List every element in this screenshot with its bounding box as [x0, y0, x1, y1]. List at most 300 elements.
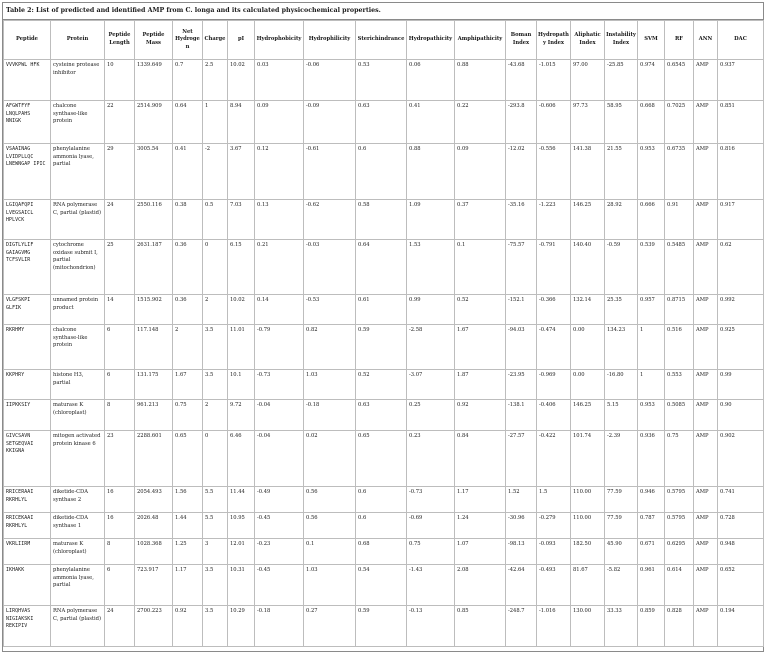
table-cell: 0.946: [638, 487, 665, 513]
table-cell: AMP: [694, 200, 718, 240]
table-cell: 2.08: [455, 565, 506, 606]
table-cell: 81.67: [571, 565, 605, 606]
table-cell: -2: [203, 144, 228, 200]
table-cell: 130.00: [571, 606, 605, 647]
table-cell: 3.5: [203, 325, 228, 370]
table-cell: -0.13: [407, 606, 455, 647]
table-cell: 0.65: [356, 431, 407, 487]
table-cell: 22: [105, 101, 135, 144]
table-cell: 0.666: [638, 200, 665, 240]
table-cell: 0.8715: [665, 295, 694, 325]
table-cell: 14: [105, 295, 135, 325]
table-cell: 0.92: [455, 400, 506, 431]
table-cell: 0.27: [304, 606, 356, 647]
table-cell: 12.01: [228, 539, 255, 565]
column-header: Peptide Length: [105, 21, 135, 60]
table-cell: 0.63: [356, 400, 407, 431]
table-cell: 2514.909: [135, 101, 173, 144]
table-cell: 23: [105, 431, 135, 487]
table-cell: 0.85: [455, 606, 506, 647]
table-cell: 29: [105, 144, 135, 200]
table-cell: diketide-CDA synthase 2: [51, 487, 105, 513]
table-cell: 2: [203, 295, 228, 325]
table-cell: 33.33: [605, 606, 638, 647]
table-cell: 0.937: [718, 60, 764, 101]
table-cell: 0.7025: [665, 101, 694, 144]
table-cell: 3.5: [203, 606, 228, 647]
table-cell: 141.38: [571, 144, 605, 200]
table-cell: 0.64: [356, 240, 407, 295]
table-cell: 0.5085: [665, 400, 694, 431]
table-cell: 0.23: [407, 431, 455, 487]
table-cell: -0.73: [255, 370, 304, 400]
table-cell: 0.992: [718, 295, 764, 325]
table-cell: 0.22: [455, 101, 506, 144]
peptide-cell: RKRHMY: [4, 325, 51, 370]
table-cell: -0.04: [255, 431, 304, 487]
table-cell: maturase K (chloroplast): [51, 539, 105, 565]
column-header: Protein: [51, 21, 105, 60]
peptide-cell: RRICERAAI RKRHLYL: [4, 487, 51, 513]
table-cell: 2.5: [203, 60, 228, 101]
table-cell: 3005.54: [135, 144, 173, 200]
table-cell: 146.25: [571, 400, 605, 431]
peptide-cell: LGIQAFQPI LVEGSAICL HPLVCK: [4, 200, 51, 240]
table-cell: 0: [203, 431, 228, 487]
table-cell: 0.88: [455, 60, 506, 101]
table-cell: -16.80: [605, 370, 638, 400]
table-cell: -0.61: [304, 144, 356, 200]
table-cell: 0.5: [203, 200, 228, 240]
table-cell: 0.5795: [665, 513, 694, 539]
table-cell: 1.07: [455, 539, 506, 565]
table-cell: 0.6: [356, 513, 407, 539]
table-cell: 3.67: [228, 144, 255, 200]
table-cell: 0.936: [638, 431, 665, 487]
table-cell: 0.516: [665, 325, 694, 370]
table-cell: 0.828: [665, 606, 694, 647]
table-cell: 1.87: [455, 370, 506, 400]
table-row: [4, 565, 764, 606]
column-header: Peptide: [4, 21, 51, 60]
table-cell: 1.5: [537, 487, 571, 513]
table-cell: -1.016: [537, 606, 571, 647]
table-cell: 8: [105, 400, 135, 431]
table-cell: AMP: [694, 431, 718, 487]
table-cell: -0.791: [537, 240, 571, 295]
table-cell: -25.85: [605, 60, 638, 101]
table-container: [2, 2, 764, 652]
table-cell: -0.03: [304, 240, 356, 295]
table-cell: 117.148: [135, 325, 173, 370]
table-cell: 2: [173, 325, 203, 370]
table-cell: 1: [203, 101, 228, 144]
table-cell: -1.223: [537, 200, 571, 240]
table-cell: 0.84: [455, 431, 506, 487]
table-cell: 25: [105, 240, 135, 295]
table-cell: 11.44: [228, 487, 255, 513]
table-row: [4, 513, 764, 539]
table-header-row: [4, 21, 764, 60]
table-cell: 0: [203, 240, 228, 295]
table-cell: 6.46: [228, 431, 255, 487]
column-header: ANN: [694, 21, 718, 60]
table-cell: 0.65: [173, 431, 203, 487]
table-cell: 0.99: [718, 370, 764, 400]
table-cell: 0.75: [407, 539, 455, 565]
table-cell: -0.474: [537, 325, 571, 370]
table-cell: 2288.601: [135, 431, 173, 487]
table-cell: -0.59: [605, 240, 638, 295]
table-row: [4, 370, 764, 400]
table-cell: histone H3, partial: [51, 370, 105, 400]
table-cell: AMP: [694, 60, 718, 101]
table-cell: -0.04: [255, 400, 304, 431]
table-cell: -0.406: [537, 400, 571, 431]
table-cell: -0.366: [537, 295, 571, 325]
column-header: RF: [665, 21, 694, 60]
table-cell: 182.50: [571, 539, 605, 565]
peptide-cell: DIGTLYLIF GAIAGVMG TCFSVLIR: [4, 240, 51, 295]
table-cell: 0.6735: [665, 144, 694, 200]
table-cell: cytochrome oxidase submit I, partial (mitochondrion): [51, 240, 105, 295]
table-cell: RNA polymerase C, partial (plastid): [51, 200, 105, 240]
table-cell: 0.953: [638, 400, 665, 431]
table-cell: 97.00: [571, 60, 605, 101]
table-cell: -94.03: [506, 325, 537, 370]
table-cell: 24: [105, 200, 135, 240]
table-cell: AMP: [694, 295, 718, 325]
table-cell: 0.82: [304, 325, 356, 370]
table-cell: 6: [105, 565, 135, 606]
table-cell: 0.539: [638, 240, 665, 295]
column-header: Hydropathicity: [407, 21, 455, 60]
peptide-cell: VSAAINAG LVIDPLLQC LNEWNGAP IPIC: [4, 144, 51, 200]
table-cell: 1.24: [455, 513, 506, 539]
table-cell: 2550.116: [135, 200, 173, 240]
table-cell: 0.6545: [665, 60, 694, 101]
column-header: Hydrophilicity: [304, 21, 356, 60]
table-cell: -0.422: [537, 431, 571, 487]
table-cell: 0.925: [718, 325, 764, 370]
table-cell: -98.13: [506, 539, 537, 565]
table-cell: 10.31: [228, 565, 255, 606]
table-cell: 0.06: [407, 60, 455, 101]
table-cell: AMP: [694, 325, 718, 370]
column-header: Aliphatic Index: [571, 21, 605, 60]
table-cell: 11.01: [228, 325, 255, 370]
table-cell: -0.606: [537, 101, 571, 144]
table-cell: 0.859: [638, 606, 665, 647]
table-cell: 0.36: [173, 295, 203, 325]
table-cell: AMP: [694, 144, 718, 200]
table-cell: AMP: [694, 539, 718, 565]
table-cell: 1.53: [407, 240, 455, 295]
amp-table: [3, 20, 764, 647]
table-row: [4, 400, 764, 431]
table-cell: 0.63: [356, 101, 407, 144]
table-cell: -43.68: [506, 60, 537, 101]
table-cell: 0.851: [718, 101, 764, 144]
table-cell: 0.75: [173, 400, 203, 431]
table-row: [4, 60, 764, 101]
table-cell: 0.75: [665, 431, 694, 487]
table-cell: 0.194: [718, 606, 764, 647]
table-cell: AMP: [694, 370, 718, 400]
table-cell: 1.09: [407, 200, 455, 240]
table-cell: 1.44: [173, 513, 203, 539]
table-cell: AMP: [694, 606, 718, 647]
table-cell: 28.92: [605, 200, 638, 240]
peptide-cell: GIVCSAVN SETGEQVAI KKIGNA: [4, 431, 51, 487]
table-cell: 0.54: [356, 565, 407, 606]
table-cell: 10.02: [228, 60, 255, 101]
table-cell: -0.53: [304, 295, 356, 325]
table-cell: 1.52: [506, 487, 537, 513]
table-cell: 0.36: [173, 240, 203, 295]
table-cell: 0.62: [718, 240, 764, 295]
table-cell: -1.43: [407, 565, 455, 606]
table-cell: 0.25: [407, 400, 455, 431]
table-cell: 5.5: [203, 487, 228, 513]
table-cell: 0.61: [356, 295, 407, 325]
table-caption: Table 2: List of predicted and identified AMP from C. longa and its calculated physicochemical properties.: [3, 3, 763, 20]
table-cell: 0.64: [173, 101, 203, 144]
table-row: [4, 487, 764, 513]
table-cell: 6.15: [228, 240, 255, 295]
table-cell: -0.493: [537, 565, 571, 606]
table-cell: 0.90: [718, 400, 764, 431]
column-header: Boman Index: [506, 21, 537, 60]
table-row: [4, 606, 764, 647]
table-cell: 58.95: [605, 101, 638, 144]
table-cell: 45.90: [605, 539, 638, 565]
table-cell: 0.741: [718, 487, 764, 513]
table-cell: 0.953: [638, 144, 665, 200]
table-cell: 1.25: [173, 539, 203, 565]
table-cell: -1.015: [537, 60, 571, 101]
table-cell: 0.91: [665, 200, 694, 240]
table-cell: unnamed protein product: [51, 295, 105, 325]
table-cell: 0.37: [455, 200, 506, 240]
table-cell: 0.553: [665, 370, 694, 400]
table-cell: 0.5795: [665, 487, 694, 513]
column-header: pI: [228, 21, 255, 60]
table-cell: -2.58: [407, 325, 455, 370]
table-cell: AMP: [694, 400, 718, 431]
peptide-cell: LIRQHVAS NIGIAKSKI REKIPIV: [4, 606, 51, 647]
table-cell: 10.95: [228, 513, 255, 539]
table-cell: -35.16: [506, 200, 537, 240]
table-cell: -0.279: [537, 513, 571, 539]
table-cell: -27.57: [506, 431, 537, 487]
table-cell: 0.6: [356, 487, 407, 513]
table-cell: 6: [105, 325, 135, 370]
table-cell: 2700.223: [135, 606, 173, 647]
table-cell: -0.06: [304, 60, 356, 101]
table-cell: 24: [105, 606, 135, 647]
table-cell: -0.18: [255, 606, 304, 647]
table-cell: -0.093: [537, 539, 571, 565]
table-cell: 0.917: [718, 200, 764, 240]
table-cell: 16: [105, 487, 135, 513]
table-cell: 140.40: [571, 240, 605, 295]
peptide-cell: RRICEKAAI RKRHLYL: [4, 513, 51, 539]
table-cell: 8: [105, 539, 135, 565]
table-cell: 5.5: [203, 513, 228, 539]
table-cell: 0.652: [718, 565, 764, 606]
table-cell: 6: [105, 370, 135, 400]
table-cell: 0.09: [455, 144, 506, 200]
table-cell: 21.55: [605, 144, 638, 200]
table-cell: phenylalanine ammonia lyase, partial: [51, 565, 105, 606]
table-row: [4, 325, 764, 370]
table-cell: 1515.902: [135, 295, 173, 325]
table-cell: -12.02: [506, 144, 537, 200]
table-cell: 3.5: [203, 370, 228, 400]
table-cell: 77.59: [605, 513, 638, 539]
table-cell: RNA polymerase C, partial (plastid): [51, 606, 105, 647]
table-cell: AMP: [694, 513, 718, 539]
table-cell: 1028.368: [135, 539, 173, 565]
table-cell: 3.5: [203, 565, 228, 606]
table-cell: 0.12: [255, 144, 304, 200]
table-cell: 0.56: [304, 487, 356, 513]
table-cell: 0.1: [304, 539, 356, 565]
table-cell: 0.52: [356, 370, 407, 400]
table-cell: 101.74: [571, 431, 605, 487]
table-cell: 0.7: [173, 60, 203, 101]
table-cell: 0.816: [718, 144, 764, 200]
table-cell: -0.45: [255, 565, 304, 606]
table-row: [4, 240, 764, 295]
table-cell: 0.974: [638, 60, 665, 101]
table-cell: -0.49: [255, 487, 304, 513]
table-cell: -138.1: [506, 400, 537, 431]
table-cell: 1.03: [304, 370, 356, 400]
table-cell: 0.13: [255, 200, 304, 240]
table-cell: 0.5485: [665, 240, 694, 295]
table-cell: 0.614: [665, 565, 694, 606]
table-cell: 110.00: [571, 513, 605, 539]
table-row: [4, 101, 764, 144]
table-cell: AMP: [694, 101, 718, 144]
table-cell: 0.6: [356, 144, 407, 200]
table-cell: 0.948: [718, 539, 764, 565]
table-cell: 0.21: [255, 240, 304, 295]
table-cell: 10.29: [228, 606, 255, 647]
table-cell: 1.56: [173, 487, 203, 513]
table-cell: 0.41: [407, 101, 455, 144]
table-cell: phenylalanine ammonia lyase, partial: [51, 144, 105, 200]
table-cell: 0.14: [255, 295, 304, 325]
column-header: Peptide Mass: [135, 21, 173, 60]
table-cell: maturase K (chloroplast): [51, 400, 105, 431]
table-cell: 1: [638, 370, 665, 400]
table-body: [4, 60, 764, 647]
table-cell: 9.72: [228, 400, 255, 431]
peptide-cell: VLGFSKPI GLFIK: [4, 295, 51, 325]
peptide-cell: VKRLIIRM: [4, 539, 51, 565]
table-cell: 16: [105, 513, 135, 539]
table-cell: -0.18: [304, 400, 356, 431]
table-cell: 2054.493: [135, 487, 173, 513]
table-cell: -2.39: [605, 431, 638, 487]
table-cell: 0.59: [356, 325, 407, 370]
table-cell: 132.14: [571, 295, 605, 325]
table-cell: -0.73: [407, 487, 455, 513]
table-cell: 0.56: [304, 513, 356, 539]
table-cell: 0.957: [638, 295, 665, 325]
table-cell: -0.969: [537, 370, 571, 400]
table-cell: -293.8: [506, 101, 537, 144]
table-cell: -152.1: [506, 295, 537, 325]
table-row: [4, 295, 764, 325]
table-cell: 961.213: [135, 400, 173, 431]
table-cell: 0.88: [407, 144, 455, 200]
column-header: Hydrophobicity: [255, 21, 304, 60]
column-header: Charge: [203, 21, 228, 60]
table-cell: 0.1: [455, 240, 506, 295]
table-cell: 0.787: [638, 513, 665, 539]
column-header: SVM: [638, 21, 665, 60]
table-cell: mitogen activated protein kinase 6: [51, 431, 105, 487]
table-cell: -248.7: [506, 606, 537, 647]
table-cell: chalcone synthase-like protein: [51, 101, 105, 144]
table-cell: 2: [203, 400, 228, 431]
table-cell: AMP: [694, 240, 718, 295]
table-cell: chalcone synthase-like protein: [51, 325, 105, 370]
table-cell: 0.02: [304, 431, 356, 487]
table-cell: 146.25: [571, 200, 605, 240]
column-header: Instability Index: [605, 21, 638, 60]
table-cell: 0.52: [455, 295, 506, 325]
table-cell: 10.1: [228, 370, 255, 400]
table-cell: 0.961: [638, 565, 665, 606]
table-cell: 1.17: [173, 565, 203, 606]
table-cell: -75.57: [506, 240, 537, 295]
column-header: Hydropathy Index: [537, 21, 571, 60]
table-cell: 0.00: [571, 325, 605, 370]
table-cell: 0.59: [356, 606, 407, 647]
table-cell: -0.45: [255, 513, 304, 539]
table-cell: 1.03: [304, 565, 356, 606]
table-cell: -0.62: [304, 200, 356, 240]
column-header: DAC: [718, 21, 764, 60]
table-cell: 1339.649: [135, 60, 173, 101]
table-cell: cysteine protease inhibitor: [51, 60, 105, 101]
table-cell: 97.73: [571, 101, 605, 144]
table-cell: 0.09: [255, 101, 304, 144]
table-cell: 10: [105, 60, 135, 101]
table-cell: 77.59: [605, 487, 638, 513]
table-cell: -0.09: [304, 101, 356, 144]
table-cell: 131.175: [135, 370, 173, 400]
table-cell: 0.68: [356, 539, 407, 565]
peptide-cell: VVVKPWL HFK: [4, 60, 51, 101]
table-cell: 25.35: [605, 295, 638, 325]
table-cell: -0.79: [255, 325, 304, 370]
table-cell: 8.94: [228, 101, 255, 144]
table-cell: -23.95: [506, 370, 537, 400]
table-cell: AMP: [694, 565, 718, 606]
table-cell: 0.38: [173, 200, 203, 240]
table-cell: 1: [638, 325, 665, 370]
table-cell: 0.58: [356, 200, 407, 240]
table-cell: AMP: [694, 487, 718, 513]
table-row: [4, 431, 764, 487]
table-cell: 0.671: [638, 539, 665, 565]
